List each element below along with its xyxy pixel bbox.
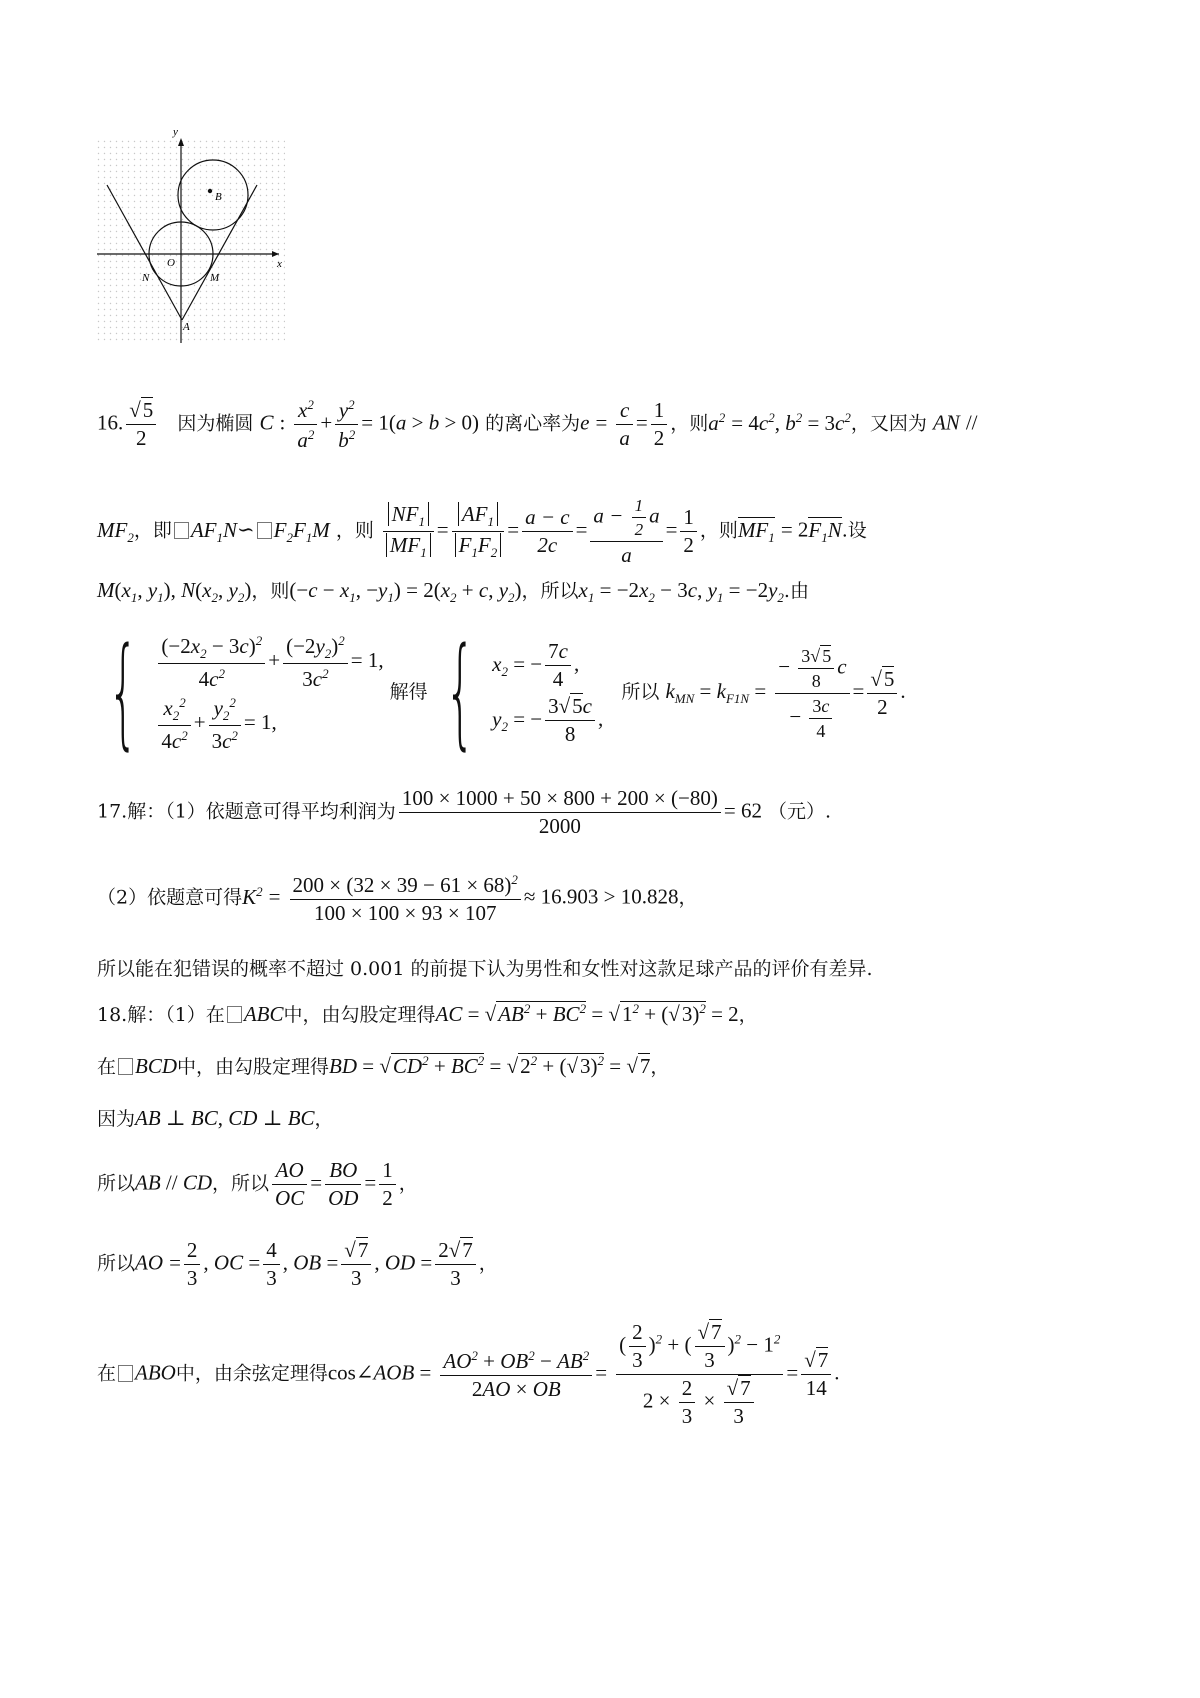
label-N: N xyxy=(142,272,150,284)
p18-text: 所以 xyxy=(97,1252,136,1275)
triangle-symbol-icon xyxy=(174,522,189,539)
p16-text: ，则 xyxy=(699,519,738,542)
geometry-figure xyxy=(97,126,287,345)
p18-line4: 所以AB // CD，所以 $\frac{AO}{OC}$ = $\frac{BO}{OD}$ = $\frac{1}{2}$ ， xyxy=(97,1158,418,1210)
p18-line6: 在 ABO中，由余弦定理得cos∠AOB = $\frac{AO^2 + OB^2 - AB^2}{2AO \times OB}$ = ( $\frac{2}{3}$ )$^2$ + ( $\frac{√7}{3}$ )$^2 - 1^2$ 2 × $\frac{2}{3}$ × $\frac{√7}{3}$ = $\frac{√7}{14}$ . xyxy=(97,1320,840,1428)
left-brace-icon: { xyxy=(444,623,476,763)
p16-text: 所以 xyxy=(621,681,660,704)
p16-text: .由 xyxy=(783,580,809,602)
p16-text: 解得 xyxy=(389,681,428,704)
solution-system: $x_2$ = − $\frac{7c}{4}$ , $y_2$ = − $\frac{3√5c}{8}$ , xyxy=(492,639,604,747)
triangle-symbol-icon xyxy=(118,1365,133,1382)
p18-text: 18.解：（1）在 xyxy=(97,1004,225,1026)
p18-text: 在 xyxy=(97,1362,117,1385)
triangle-symbol-icon xyxy=(257,522,272,539)
p18-line5: 所以AO = $\frac{2}{3}$ , OC = $\frac{4}{3}$ , OB = $\frac{√7}{3}$ , OD = $\frac{2√7}{3}$ ， xyxy=(97,1238,498,1290)
triangle-symbol-icon xyxy=(227,1006,242,1023)
p18-line2: 在 BCD中，由勾股定理得BD = $√CD^2 + BC^2 = √2^2 + (√3)^2 = √7$， xyxy=(97,1053,670,1078)
answer-fraction: $\frac{√5}{2}$ xyxy=(126,400,156,449)
label-A: A xyxy=(183,321,190,333)
p18-text: 中，由勾股定理得 xyxy=(177,1056,330,1078)
label-y: y xyxy=(173,126,178,138)
p18-text: 中，由勾股定理得 xyxy=(283,1004,436,1026)
p17-line1: 17.解：（1）依题意可得平均利润为 $\frac{100 \times 1000 + 50 \times 800 + 200 \times (-80)}{2000}$ = 62 （元）. xyxy=(97,786,832,838)
p17-text: （2）依题意可得 xyxy=(97,886,243,909)
p16-line3: $M(x_1$, $y_1$), $N(x_2$, $y_2$)，则($-c - x_1$, $-y_1) = 2(x_2 + c$, $y_2$)，所以$x_1 = -2x_2 - 3c$, $y_1 = -2y_2$.由 xyxy=(97,578,809,606)
p16-line1: 16. $\frac{√5}{2}$ 因为椭圆 C : $\frac{x^2}{a^2}$ + $\frac{y^2}{b^2}$ = 1(a > b > 0) 的离心率为e = $\frac{c}{a}$ = $\frac{1}{2}$ ，则$a^2 = 4c^2$, $b^2 = 3c^2$，又因为 AN // xyxy=(97,397,978,452)
p18-text: 所以 xyxy=(97,1172,136,1195)
p16-text: ，则 xyxy=(251,580,290,602)
p18-text: 因为 xyxy=(97,1108,136,1130)
label-x: x xyxy=(277,258,282,270)
p16-line2: $MF_2$，即 $AF_1N∽$ $F_2F_1M$ ，则 $\frac{NF_1}{MF_1}$ = $\frac{AF_1}{F_1F_2}$ = $\frac{a - c}{2c}$ = a − $\frac{1}{2}$ a a = $\frac{1}{2}$ ，则$MF_1 = 2F_1N$.设 xyxy=(97,496,867,567)
label-O: O xyxy=(167,257,175,269)
p16-text: .设 xyxy=(841,519,867,542)
point-B xyxy=(208,189,212,193)
p16-text: ，即 xyxy=(133,519,172,542)
p16-text: ，又因为 xyxy=(850,412,927,435)
p16-text: ，则 xyxy=(670,412,709,435)
p17-line3: 所以能在犯错误的概率不超过 0.001 的前提下认为男性和女性对这款足球产品的评价有差异. xyxy=(97,958,873,980)
p18-line1: 18.解：（1）在 ABC中，由勾股定理得AC = $√AB^2 + BC^2 = √1^2 + (√3)^2 = 2$， xyxy=(97,1001,758,1026)
p18-line3: 因为AB ⊥ BC, CD ⊥ BC， xyxy=(97,1106,334,1130)
label-B: B xyxy=(215,191,222,203)
p17-text: （元）. xyxy=(768,800,832,823)
p18-text: 在 xyxy=(97,1056,117,1078)
p16-text: ，所以 xyxy=(521,580,579,602)
p16-text: 的离心率为 xyxy=(485,412,581,435)
p17-line2: （2）依题意可得$K^2$ = $\frac{200 \times (32 \times 39 - 61 \times 68)^2}{100 \times 100 \times 93 \times 107}$ ≈ 16.903 > 10.828， xyxy=(97,872,698,925)
p16-number: 16. xyxy=(97,410,124,435)
equation-system: $\frac{(-2x_2 - 3c)^2}{4c^2}$ + $\frac{(-2y_2)^2}{3c^2}$ = 1, $\frac{x_2^2}{4c^2}$ + $\frac{y_2^2}{3c^2}$ = 1, xyxy=(155,628,383,758)
figure-background xyxy=(97,140,285,343)
left-brace-icon: { xyxy=(107,623,139,763)
p17-text: 17.解：（1）依题意可得平均利润为 xyxy=(97,800,396,823)
p16-text: 因为椭圆 xyxy=(177,412,254,435)
p18-text: 中，由余弦定理得 xyxy=(175,1362,328,1385)
p16-system: { $\frac{(-2x_2 - 3c)^2}{4c^2}$ + $\frac{(-2y_2)^2}{3c^2}$ = 1, $\frac{x_2^2}{4c^2}$ + $\frac{y_2^2}{3c^2}$ = 1, 解得 { $x_2$ = − $\frac{7c}{4}$ , $y_2$ = − $\frac{3√5c}{8}$ , 所以 $k_{MN} = k_{F1N}$ = − $\frac{3√ 5}{8}$ c − $\frac{3c}{4}$ = $\frac{√5}{2}$ . xyxy=(107,623,906,763)
p16-text: ，则 xyxy=(335,519,374,542)
triangle-symbol-icon xyxy=(118,1058,133,1075)
p18-text: ，所以 xyxy=(212,1172,270,1195)
label-M: M xyxy=(210,272,220,284)
